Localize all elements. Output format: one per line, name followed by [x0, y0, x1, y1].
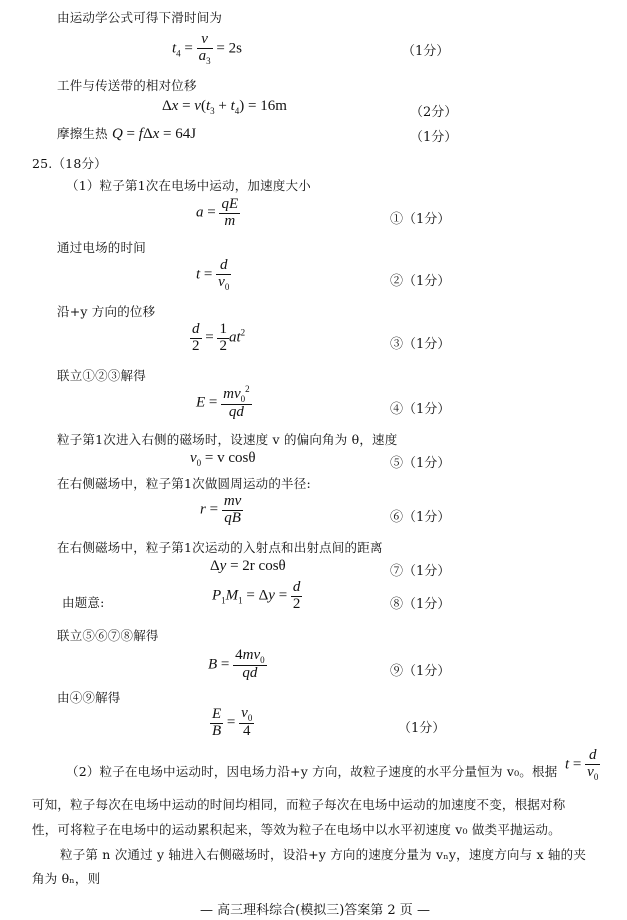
equation-displacement: $\frac{d}{2}$ = $\frac{1}{2}$ $at^2$ — [192, 321, 246, 354]
text-line: （2）粒子在电场中运动时，因电场力沿+y 方向，故粒子速度的水平分量恒为 v₀。根据 — [66, 764, 558, 779]
text-line: 通过电场的时间 — [57, 240, 146, 255]
equation-rhs: = 16m — [248, 98, 287, 114]
equation-r: r = $\frac{mv}{qB}$ — [200, 493, 242, 526]
score: ②（1分） — [390, 274, 451, 289]
text-line: 由运动学公式可得下滑时间为 — [57, 10, 223, 25]
equation-t4: $t_4$ = $\frac{v}{a_3}$ = 2s — [172, 31, 242, 66]
score: ⑦（1分） — [390, 564, 451, 579]
text-line: 由④⑨解得 — [57, 690, 121, 705]
text-line: 沿+y 方向的位移 — [57, 304, 156, 319]
text-line: 在右侧磁场中，粒子第1次做圆周运动的半径: — [57, 476, 311, 491]
score: ⑨（1分） — [390, 664, 451, 679]
equation-rhs: = 2s — [216, 40, 242, 57]
score: （1分） — [402, 44, 450, 59]
score: （2分） — [410, 105, 458, 120]
text-line: 联立⑤⑥⑦⑧解得 — [57, 628, 159, 643]
equation-v0: $v_0 = v$ cosθ — [190, 450, 256, 468]
text-line: 性，可将粒子在电场中的运动累积起来，等效为粒子在电场中以水平初速度 v₀ 做类平抛运动。 — [32, 822, 561, 837]
score: （1分） — [410, 130, 458, 145]
score: ⑥（1分） — [390, 510, 451, 525]
text-prefix: 摩擦生热 — [57, 126, 108, 141]
text-line: 在右侧磁场中，粒子第1次运动的入射点和出射点间的距离 — [57, 540, 383, 555]
score: ③（1分） — [390, 337, 451, 352]
equation-t-inline: t = $\frac{d}{v_0}$ — [565, 747, 599, 782]
equation-e: E = $\frac{mv_0^2}{qd}$ — [196, 384, 250, 421]
question-heading: 25.（18分） — [32, 156, 107, 171]
equation-dx: $\Delta x = v(t_3 + t_4) = 16m$ — [162, 98, 287, 116]
text-line: 联立①②③解得 — [57, 368, 146, 383]
score: （1分） — [398, 721, 446, 736]
equation-b: B = $\frac{4mv_0}{qd}$ — [208, 647, 265, 682]
equation-rhs: = 2r cosθ — [230, 558, 286, 574]
equation-rhs: = 64J — [163, 126, 197, 142]
text-line: 摩擦生热 Q = fΔx = 64J — [57, 126, 197, 142]
equation-rhs: = v cosθ — [204, 450, 256, 466]
score: ⑤（1分） — [390, 456, 451, 471]
page-footer: — 高三理科综合(模拟三)答案第 2 页 — — [200, 903, 430, 918]
score: ⑧（1分） — [390, 597, 451, 612]
equation-p1m1: $P_1M_1 = \Delta y$ = $\frac{d}{2}$ — [212, 579, 301, 612]
equation-t: t = $\frac{d}{v_0}$ — [196, 257, 230, 292]
text-line: 粒子第1次进入右侧的磁场时，设速度 v 的偏向角为 θ，速度 — [57, 432, 398, 447]
equation-e-over-b: $\frac{E}{B}$ = $\frac{v_0}{4}$ — [212, 705, 253, 740]
text-line: 粒子第 n 次通过 y 轴进入右侧磁场时，设沿+y 方向的速度分量为 vₙy，速度方向与 x 轴的夹 — [60, 847, 587, 862]
text-line: 角为 θₙ，则 — [32, 871, 101, 886]
text-line: 工件与传送带的相对位移 — [57, 78, 197, 93]
score: ④（1分） — [390, 402, 451, 417]
text-line: （1）粒子第1次在电场中运动，加速度大小 — [66, 178, 311, 193]
equation-dy: Δy = 2r cosθ — [210, 558, 286, 574]
score: ①（1分） — [390, 212, 451, 227]
equation-a: a = $\frac{qE}{m}$ — [196, 196, 239, 229]
denominator: 4 — [239, 723, 254, 740]
text-line: 可知，粒子每次在电场中运动的时间均相同，而粒子每次在电场中运动的加速度不变，根据对称 — [32, 797, 566, 812]
text-line: 由题意: — [62, 595, 105, 610]
